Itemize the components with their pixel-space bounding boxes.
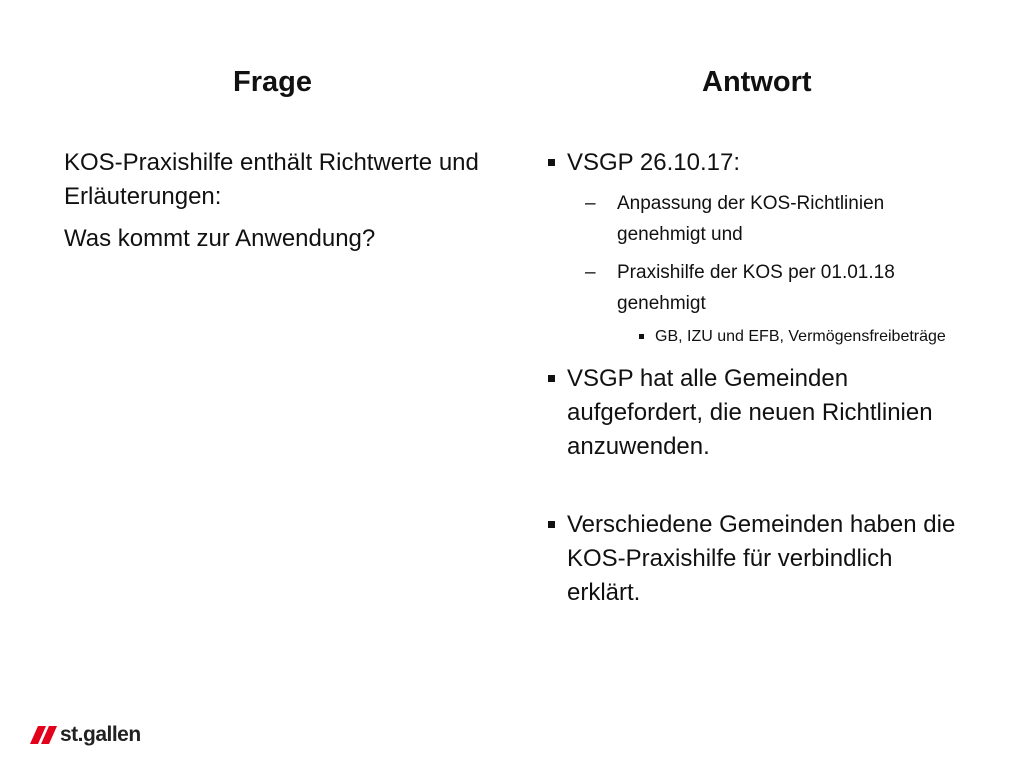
logo-text: st.gallen (60, 723, 141, 746)
dash-bullet-icon: – (585, 193, 596, 214)
question-text-1: KOS-Praxishilfe enthält Richtwerte und Erläuterungen: (64, 149, 479, 210)
square-bullet-icon (548, 521, 555, 528)
dash-bullet-icon: – (585, 262, 596, 283)
st-gallen-logo (30, 722, 141, 748)
answer-item-text: Verschiedene Gemeinden haben die KOS-Praxishilfe für verbindlich erklärt. (567, 511, 956, 606)
small-square-bullet-icon (639, 334, 644, 339)
answer-item-text: VSGP 26.10.17: (567, 149, 741, 176)
answer-item (545, 362, 965, 464)
answer-subitem (545, 257, 965, 319)
square-bullet-icon (548, 159, 555, 166)
answer-item-text: VSGP hat alle Gemeinden aufgefordert, die neuen Richtlinien anzuwenden. (567, 365, 933, 460)
square-bullet-icon (548, 375, 555, 382)
question-column (64, 146, 514, 256)
st-gallen-stripes-icon (30, 724, 58, 746)
answer-column (545, 146, 965, 610)
answer-subsubitem-text: GB, IZU und EFB, Vermögensfreibeträge (655, 328, 946, 345)
answer-subsubitem (545, 324, 965, 350)
heading-frage: Frage (233, 66, 312, 98)
answer-subitem-text: Anpassung der KOS-Richtlinien genehmigt und (617, 193, 885, 245)
question-text-2: Was kommt zur Anwendung? (64, 225, 376, 252)
answer-item (545, 508, 965, 610)
answer-subitem (545, 188, 965, 250)
answer-subitem-text: Praxishilfe der KOS per 01.01.18 genehmigt (617, 262, 895, 314)
heading-antwort: Antwort (702, 66, 812, 98)
answer-item (545, 146, 965, 180)
